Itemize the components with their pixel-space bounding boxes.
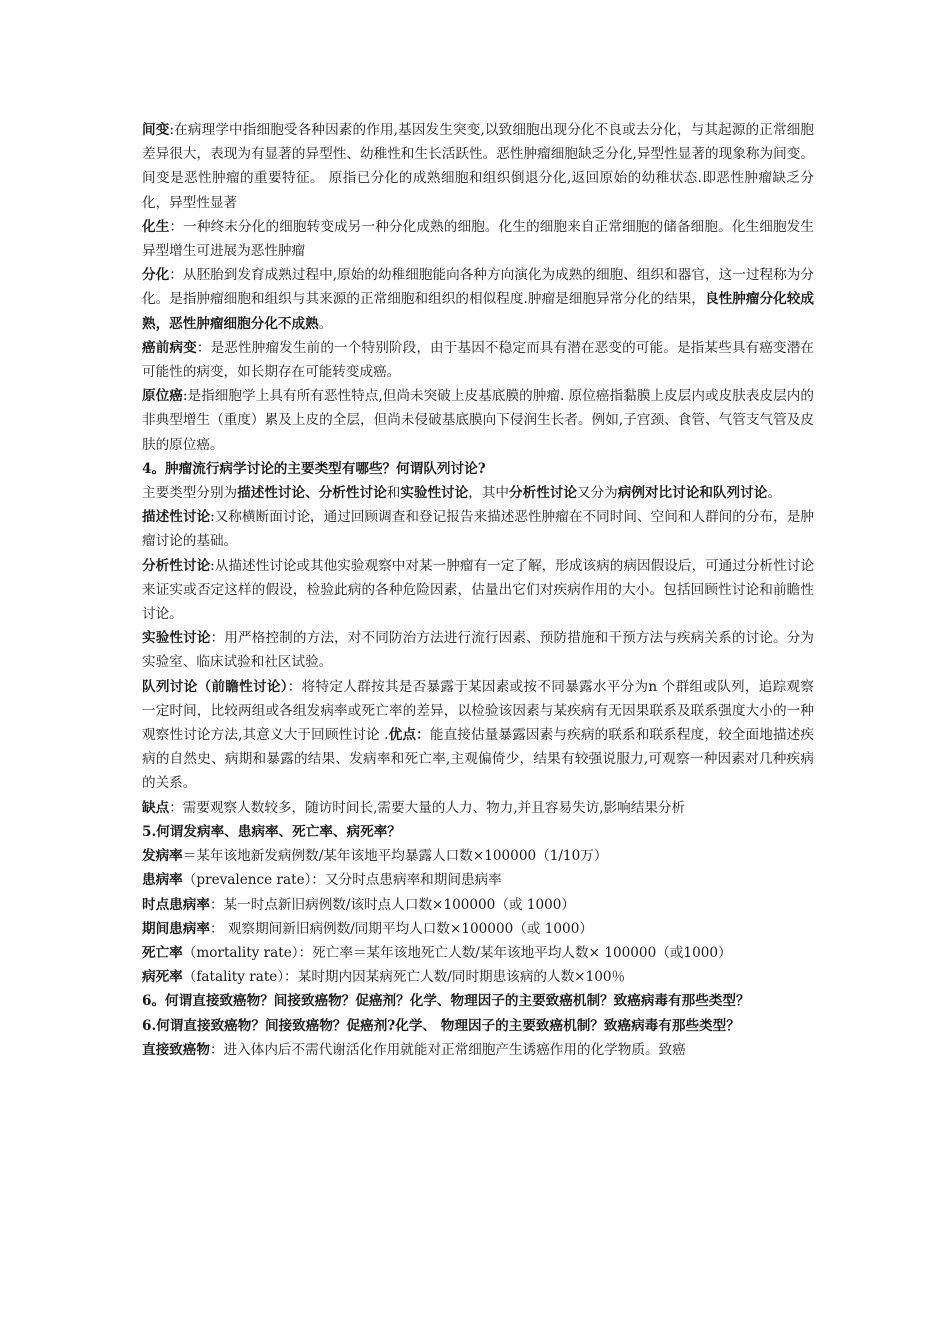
- text-run: 又分为: [577, 485, 618, 502]
- para-huasheng: [142, 215, 814, 263]
- para-aiqian: [142, 336, 814, 384]
- heading-q5: [142, 820, 814, 844]
- bold-term: 死亡率: [142, 944, 183, 961]
- bold-term: 病例对比讨论和队列讨论: [617, 485, 768, 502]
- bold-term: 实验性讨论: [400, 485, 469, 502]
- bold-term: 5.何谓发病率、患病率、死亡率、病死率？: [142, 823, 401, 840]
- text-run: :在病理学中指细胞受各种因素的作用,基因发生突变,以致细胞出现分化不良或去分化，与其起源的正常细胞差异很大，表现为有显著的异型性、幼稚性和生长活跃性。恶性肿瘤细胞缺乏分化,异型性显著的现象称为间变。间变是恶性肿瘤的重要特征。 原指已分化的成熟细胞和组织倒退分化,返回原始的幼稚状态.即恶性肿瘤缺乏分化，异型性显著: [142, 122, 815, 211]
- para-bingsilv: [142, 965, 814, 989]
- text-run: 主要类型分别为: [142, 485, 238, 502]
- text-run: ：用严格控制的方法，对不同防治方法进行流行因素、预防措施和干预方法与疾病关系的讨论。分为实验室、临床试验和社区试验。: [142, 630, 815, 671]
- text-run: ，其中: [468, 485, 510, 502]
- text-run: ：一种终末分化的细胞转变成另一种分化成熟的细胞。化生的细胞来自正常细胞的储备细胞。化生细胞发生异型增生可进展为恶性肿瘤: [142, 218, 815, 260]
- bold-term: 期间患病率: [142, 920, 210, 937]
- bold-term: 分化: [142, 267, 170, 284]
- bold-term: 原位癌: [142, 388, 183, 405]
- text-run: ＝某年该地新发病例数/某年该地平均暴露人口数×100000（1/10万）: [182, 848, 608, 865]
- text-run: :又称横断面讨论，通过回顾调查和登记报告来描述恶性肿瘤在不同时间、空间和人群间的分布，是肿瘤讨论的基础。: [142, 509, 815, 550]
- bold-term: 6。何谓直接致癌物？间接致癌物？促癌剂？化学、物理因子的主要致癌机制？致癌病毒有那些类型？: [142, 993, 750, 1010]
- text-run: ：将特定人群按其是否暴露于某因素或按不同暴露水平分为n 个群组或队列，追踪观察一定时间，比较两组或各组发病率或死亡率的差异，以检验该因素与某疾病有无因果联系及联系强度大小的一种观察性讨论方法,其意义大于回顾性讨论 .: [142, 678, 814, 744]
- bold-term: 缺点: [142, 799, 170, 816]
- para-zhijie: [142, 1038, 814, 1062]
- bold-term: 分析性讨论: [509, 485, 577, 502]
- para-fenxi: [142, 554, 814, 627]
- text-run: ：是恶性肿瘤发生前的一个特别阶段，由于基因不稳定而具有潜在恶变的可能。是指某些具有癌变潜在可能性的病变，如长期存在可能转变成癌。: [142, 339, 815, 381]
- heading-q6a: [142, 989, 814, 1013]
- bold-term: 描述性讨论: [142, 509, 211, 526]
- text-run: 。: [318, 315, 333, 332]
- bold-term: 直接致癌物: [142, 1041, 210, 1058]
- bold-term: 优点：: [388, 727, 430, 744]
- para-jianbian: [142, 118, 814, 215]
- bold-term: 实验性讨论: [142, 630, 211, 647]
- heading-q6b: [142, 1014, 814, 1038]
- text-run: （prevalence rate）：又分时点患病率和期间患病率: [182, 872, 502, 889]
- bold-term: 队列讨论（前瞻性讨论）: [142, 678, 288, 695]
- text-run: :是指细胞学上具有所有恶性特点,但尚未突破上皮基底膜的肿瘤. 原位癌指黏膜上皮层内或皮肤表皮层内的非典型增生（重度）累及上皮的全层，但尚未侵破基底膜向下侵润生长者。例如,子宫颈、食管、气管支气管及皮肤的原位癌。: [142, 388, 815, 453]
- text-run: ： 观察期间新旧病例数/同期平均人口数×100000（或 1000）: [209, 920, 593, 937]
- para-duilie: [142, 675, 814, 796]
- bold-term: 化生: [142, 218, 170, 235]
- text-run: ：进入体内后不需代谢活化作用就能对正常细胞产生诱癌作用的化学物质。致癌: [209, 1041, 686, 1058]
- bold-term: 4。肿瘤流行病学讨论的主要类型有哪些？何谓队列讨论?: [142, 460, 486, 477]
- para-types: [142, 481, 814, 505]
- bold-term: 间变: [142, 122, 170, 138]
- text-run: 和: [386, 485, 401, 502]
- para-shidian: [142, 893, 814, 917]
- bold-term: 癌前病变: [142, 339, 197, 356]
- text-run: （mortality rate）：死亡率＝某年该地死亡人数/某年该地平均人数× 100000（或1000）: [182, 944, 732, 961]
- bold-term: 发病率: [142, 848, 183, 865]
- text-run: ：需要观察人数较多，随访时间长,需要大量的人力、物力,并且容易失访,影响结果分析: [169, 799, 686, 816]
- document-body: [142, 118, 814, 1062]
- para-huanbinglv: [142, 868, 814, 892]
- bold-term: 良性肿瘤分化较成熟，恶性肿瘤细胞分化不成熟: [142, 291, 814, 332]
- bold-term: 6.何谓直接致癌物？间接致癌物？促癌剂?化学、 物理因子的主要致癌机制？致癌病毒有那些类型？: [142, 1017, 740, 1034]
- heading-q4: [142, 457, 814, 481]
- bold-term: 描述性讨论、分析性讨论: [237, 485, 387, 502]
- text-run: ：某一时点新旧病例数/该时点人口数×100000（或 1000）: [209, 896, 576, 913]
- para-siwanglv: [142, 941, 814, 965]
- text-run: （fatality rate）：某时期内因某病死亡人数/同时期患该病的人数×100％: [182, 969, 626, 986]
- para-shiyan: [142, 626, 814, 674]
- para-quedian: [142, 796, 814, 820]
- para-fenhua: [142, 263, 814, 336]
- para-yuanwei: [142, 384, 814, 457]
- bold-term: 病死率: [142, 969, 183, 986]
- para-miaoshu: [142, 505, 814, 553]
- bold-term: 时点患病率: [142, 896, 210, 913]
- para-qijian: [142, 917, 814, 941]
- text-run: ：从胚胎到发育成熟过程中,原始的幼稚细胞能向各种方向演化为成熟的细胞、组织和器官，这一过程称为分化。是指肿瘤细胞和组织与其来源的正常细胞和组织的相似程度.肿瘤是细胞异常分化的结果，: [142, 267, 815, 308]
- text-run: :从描述性讨论或其他实验观察中对某一肿瘤有一定了解，形成该病的病因假设后，可通过分析性讨论来证实或否定这样的假设，检验此病的各种危险因素，估量出它们对疾病作用的大小。包括回顾性讨论和前瞻性讨论。: [142, 557, 815, 623]
- text-run: 能直接估量暴露因素与疾病的联系和联系程度，较全面地描述疾病的自然史、病期和暴露的结果、发病率和死亡率,主观偏倚少，结果有较强说服力,可观察一种因素对几种疾病的关系。: [142, 727, 815, 792]
- para-fabinglv: [142, 844, 814, 868]
- bold-term: 患病率: [142, 872, 183, 889]
- bold-term: 分析性讨论: [142, 557, 211, 574]
- text-run: 。: [767, 485, 781, 502]
